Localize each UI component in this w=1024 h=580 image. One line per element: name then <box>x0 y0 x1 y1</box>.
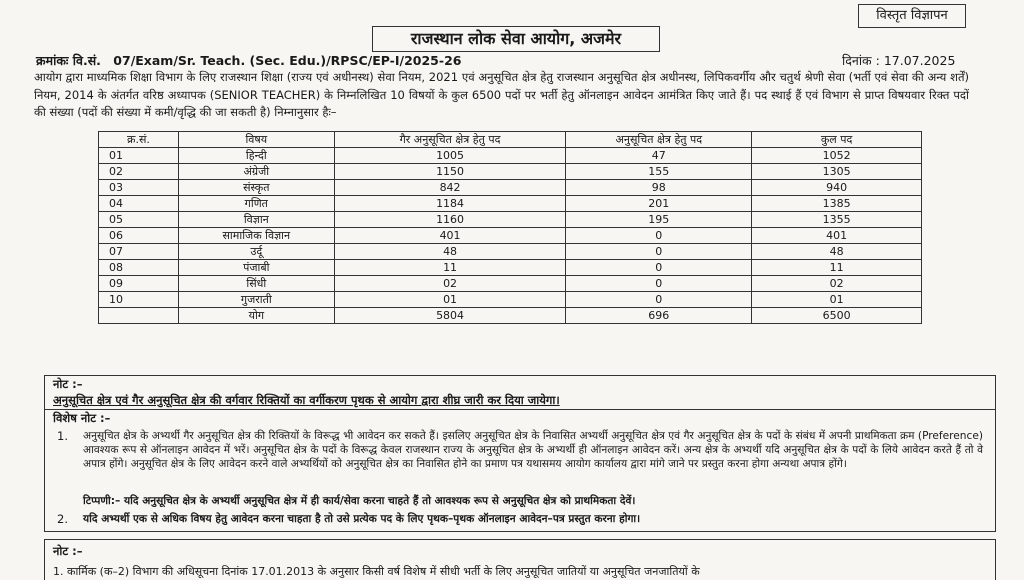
reference-label: क्रमांकः वि.सं. <box>36 53 101 68</box>
special-note-item-2: यदि अभ्यर्थी एक से अधिक विषय हेतु आवेदन करना चाहता है तो उसे प्रत्येक पद के लिए पृथक–पृथक ऑनलाइन आवेदन–पत्र प्रस्तुत करना होगा। <box>83 513 641 525</box>
cell-subject: संस्कृत <box>178 180 334 196</box>
cell-total: 48 <box>752 244 922 260</box>
cell-non-scheduled: 401 <box>334 228 566 244</box>
cell-total: 1385 <box>752 196 922 212</box>
cell-subject: अंग्रेजी <box>178 164 334 180</box>
cell-total: 401 <box>752 228 922 244</box>
cell-total: 940 <box>752 180 922 196</box>
second-note-item-1: 1. कार्मिक (क–2) विभाग की अधिसूचना दिनांक 17.01.2013 के अनुसार किसी वर्ष विशेष में सीधी भर्ती के लिए अनुसूचित जातियों या अनुसूचित जनजातियों के <box>53 565 700 578</box>
cell-scheduled: 195 <box>566 212 752 228</box>
cell-non-scheduled: 842 <box>334 180 566 196</box>
cell-scheduled-total: 696 <box>566 308 752 324</box>
cell-subject: गणित <box>178 196 334 212</box>
cell-scheduled: 0 <box>566 292 752 308</box>
date-label: दिनांक : <box>842 53 880 68</box>
cell-scheduled: 0 <box>566 276 752 292</box>
header-subject: विषय <box>178 132 334 148</box>
table-row <box>99 196 922 212</box>
cell-subject: पंजाबी <box>178 260 334 276</box>
cell-non-scheduled-total: 5804 <box>334 308 566 324</box>
table-total-row <box>99 308 922 324</box>
special-note-item-2-number: 2. <box>57 512 68 526</box>
cell-subject: विज्ञान <box>178 212 334 228</box>
cell-sno: 06 <box>99 228 179 244</box>
cell-scheduled: 201 <box>566 196 752 212</box>
cell-scheduled: 98 <box>566 180 752 196</box>
cell-total: 1052 <box>752 148 922 164</box>
special-note-heading: विशेष नोट :– <box>53 411 111 425</box>
cell-total: 11 <box>752 260 922 276</box>
table-row <box>99 164 922 180</box>
special-note-item-1: अनुसूचित क्षेत्र के अभ्यर्थी गैर अनुसूचित क्षेत्र की रिक्तियों के विरूद्ध भी आवेदन कर सकते हैं। इसलिए अनुसूचित क्षेत्र के निवासित अभ्यर्थी अनुसूचित क्षेत्र एवं गैर अनुसूचित क्षेत्र के पदों के संबंध में अपनी प्राथमिकता क्रम (Preference) आवश्यक रूप से ऑनलाइन आवेदन में भरें। अनुसूचित क्षेत्र के पदों के विरूद्ध केवल राजस्थान राज्य के अनुसूचित क्षेत्र के अभ्यर्थी ही ऑनलाइन आवेदन करें। अन्य क्षेत्र के अभ्यर्थी यदि अनुसूचित क्षेत्र के पदों के लिये आवेदन करते हैं तो वे अपात्र होंगे। अनुसूचित क्षेत्र के लिए आवेदन करने वाले अभ्यर्थियों को अनुसूचित क्षेत्र का निवासित होने का प्रमाण पत्र यथासमय आयोग कार्यालय द्वारा मांगे जाने पर प्रस्तुत करना होगा अन्यथा अपात्र होंगे। <box>83 430 983 470</box>
cell-non-scheduled: 1005 <box>334 148 566 164</box>
organization-title: राजस्थान लोक सेवा आयोग, अजमेर <box>372 26 660 52</box>
cell-non-scheduled: 1184 <box>334 196 566 212</box>
tippani-note: टिप्पणी:– यदि अनुसूचित क्षेत्र के अभ्यर्थी अनुसूचित क्षेत्र में ही कार्य/सेवा करना चाहते हैं तो आवश्यक रूप से अनुसूचित क्षेत्र को प्राथमिकता देवें। <box>83 495 636 507</box>
cell-non-scheduled: 01 <box>334 292 566 308</box>
cell-scheduled: 155 <box>566 164 752 180</box>
cell-scheduled: 0 <box>566 244 752 260</box>
cell-scheduled: 0 <box>566 260 752 276</box>
cell-scheduled: 47 <box>566 148 752 164</box>
cell-total-label: योग <box>178 308 334 324</box>
table-row <box>99 244 922 260</box>
cell-scheduled: 0 <box>566 228 752 244</box>
reference-value: 07/Exam/Sr. Teach. (Sec. Edu.)/RPSC/EP-I/2025-26 <box>113 53 462 68</box>
cell-subject: सिंधी <box>178 276 334 292</box>
cell-grand-total: 6500 <box>752 308 922 324</box>
vacancy-table <box>98 131 922 324</box>
cell-non-scheduled: 48 <box>334 244 566 260</box>
cell-subject: सामाजिक विज्ञान <box>178 228 334 244</box>
cell-sno: 03 <box>99 180 179 196</box>
header-sno: क्र.सं. <box>99 132 179 148</box>
cell-sno: 08 <box>99 260 179 276</box>
cell-total: 1355 <box>752 212 922 228</box>
advertisement-date <box>842 52 955 69</box>
special-note-item-1-number: 1. <box>57 429 68 443</box>
cell-sno: 04 <box>99 196 179 212</box>
table-row <box>99 180 922 196</box>
header-non-scheduled: गैर अनुसूचित क्षेत्र हेतु पद <box>334 132 566 148</box>
table-row <box>99 292 922 308</box>
table-row <box>99 212 922 228</box>
cell-subject: गुजराती <box>178 292 334 308</box>
cell-sno: 01 <box>99 148 179 164</box>
cell-sno: 09 <box>99 276 179 292</box>
note-heading: नोट :– <box>53 377 83 391</box>
cell-total: 01 <box>752 292 922 308</box>
header-total: कुल पद <box>752 132 922 148</box>
table-row <box>99 276 922 292</box>
cell-total: 1305 <box>752 164 922 180</box>
cell-sno: 02 <box>99 164 179 180</box>
second-notes-box <box>44 539 996 580</box>
table-row <box>99 228 922 244</box>
cell-non-scheduled: 1160 <box>334 212 566 228</box>
table-header-row <box>99 132 922 148</box>
reference-number <box>36 52 461 69</box>
cell-non-scheduled: 02 <box>334 276 566 292</box>
advertisement-type-badge: विस्तृत विज्ञापन <box>858 4 966 28</box>
cell-sno <box>99 308 179 324</box>
cell-non-scheduled: 11 <box>334 260 566 276</box>
table-row <box>99 260 922 276</box>
header-scheduled: अनुसूचित क्षेत्र हेतु पद <box>566 132 752 148</box>
cell-sno: 05 <box>99 212 179 228</box>
cell-subject: उर्दू <box>178 244 334 260</box>
cell-sno: 10 <box>99 292 179 308</box>
cell-non-scheduled: 1150 <box>334 164 566 180</box>
cell-sno: 07 <box>99 244 179 260</box>
notes-box <box>44 375 996 532</box>
table-row <box>99 148 922 164</box>
note-text: अनुसूचित क्षेत्र एवं गैर अनुसूचित क्षेत्र की वर्गवार रिक्तियों का वर्गीकरण पृथक से आयोग द्वारा शीघ्र जारी कर दिया जायेगा। <box>53 393 560 407</box>
date-value: 17.07.2025 <box>883 53 956 68</box>
cell-total: 02 <box>752 276 922 292</box>
second-note-heading: नोट :– <box>53 544 83 558</box>
intro-paragraph: आयोग द्वारा माध्यमिक शिक्षा विभाग के लिए राजस्थान शिक्षा (राज्य एवं अधीनस्थ) सेवा नियम, 2021 एवं अनुसूचित क्षेत्र हेतु राजस्थान अनुसूचित क्षेत्र अधीनस्थ, लिपिकवर्गीय और चतुर्थ श्रेणी सेवा (भर्ती एवं सेवा की अन्य शर्तें) नियम, 2014 के अंतर्गत वरिष्ठ अध्यापक (SENIOR TEACHER) के निम्नलिखित 10 विषयों के कुल 6500 पदों पर भर्ती हेतु ऑनलाइन आवेदन आमंत्रित किए जाते हैं। पद स्थाई हैं एवं विभाग से प्राप्त विषयवार रिक्त पदों की संख्या (पदों की संख्या में कमी/वृद्धि की जा सकती है) निम्नानुसार हैः– <box>34 70 969 119</box>
cell-subject: हिन्दी <box>178 148 334 164</box>
